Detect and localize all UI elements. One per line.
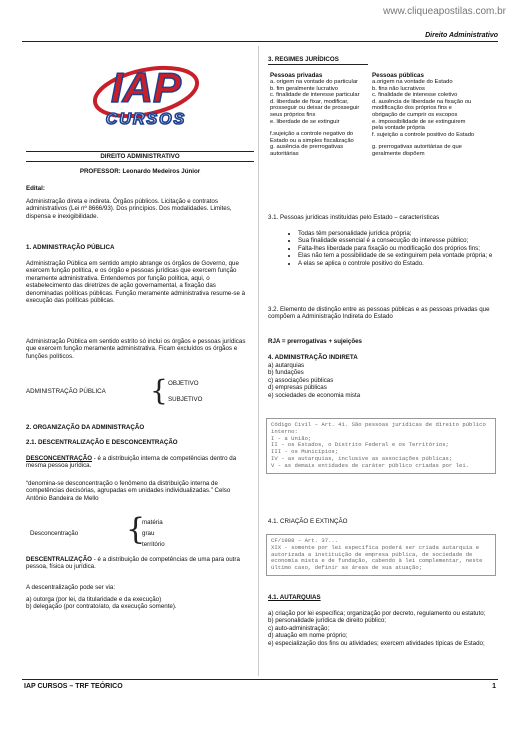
list-item: • Todas têm personalidade jurídica própria; xyxy=(298,230,510,237)
list-item: d. liberdade de fixar, modificar, prosseguir ou deixar de prosseguir seus próprios fins xyxy=(270,98,360,118)
section-4-list xyxy=(268,362,360,399)
list-item: a) autarquias xyxy=(268,362,305,369)
logo-sub-text: CURSOS xyxy=(105,111,187,128)
edital-label: Edital: xyxy=(26,185,45,192)
ap-diagram-item-subjetivo: SUBJETIVO xyxy=(168,396,203,403)
descentralizacao-def xyxy=(26,556,252,571)
desconcentracao-text: - é a distribuição interna de competências dentro da mesma pessoa jurídica. xyxy=(26,455,237,470)
section-3-1-bullets xyxy=(280,230,510,267)
descentralizacao-list xyxy=(26,596,252,611)
desc-diagram-label: Desconcentração xyxy=(30,530,79,537)
ap-diagram-item-objetivo: OBJETIVO xyxy=(168,380,199,387)
list-item: d. ausência de liberdade na fixação ou modificação dos próprios fins e obrigação de cumprir os escopos xyxy=(372,98,472,118)
desc-diagram-item-territorio: território xyxy=(142,541,165,548)
logo-main-text: IAP xyxy=(110,64,182,111)
box-line: CF/1988 – Art. 37... xyxy=(271,537,339,544)
list-item: g. prerrogativas autoritárias de que geralmente dispõem xyxy=(372,144,462,157)
box-line: Código Civil – Art. 41. São pessoas jurídicas de direito público interno: xyxy=(271,421,486,435)
section-4-title: 4. ADMINISTRAÇÃO INDIRETA xyxy=(268,354,358,361)
section-2-1-title: 2.1. DESCENTRALIZAÇÃO E DESCONCENTRAÇÃO xyxy=(26,439,178,446)
list-item: e) especialização dos fins ou atividades; exercem atividades típicas de Estado; xyxy=(268,639,485,647)
list-item: a) outorga (por lei, da titularidade e da execução) xyxy=(26,596,162,603)
footer-rule xyxy=(22,679,498,680)
list-item: c) associações públicas xyxy=(268,376,334,384)
pessoas-privadas-header: Pessoas privadas xyxy=(270,72,323,79)
list-item: f. sujeição a controle positivo do Estado xyxy=(372,131,475,138)
footer-label: IAP CURSOS – TRF TEÓRICO xyxy=(24,683,123,690)
list-item: • A elas se aplica o controle positivo do Estado. xyxy=(298,260,510,267)
bandeira-quote: “denomina-se desconcentração o fenômeno da distribuição interna de competências decisórias, agrupadas em unidades individualizadas.” Celso Antônio Bandeira de Mello xyxy=(26,480,231,502)
list-item: • Falta-lhes liberdade para fixação ou modificação dos próprios fins; xyxy=(298,245,510,252)
list-item: d) atuação em nome próprio; xyxy=(268,632,348,640)
descentralizacao-term: DESCENTRALIZAÇÃO xyxy=(26,556,92,563)
list-item: e. liberdade de se extinguir xyxy=(270,118,340,125)
list-item: • Sua finalidade essencial é a consecução do interesse público; xyxy=(298,237,510,244)
site-url[interactable]: www.cliqueapostilas.com.br xyxy=(383,6,506,17)
list-item: b. fim geralmente lucrativo xyxy=(270,85,338,92)
running-head: Direito Administrativo xyxy=(425,32,498,39)
box-line: V - as demais entidades de caráter público criadas por lei. xyxy=(271,461,470,469)
list-item: a.origem na vontade do Estado xyxy=(372,79,453,85)
autarquias-list xyxy=(268,610,494,647)
list-item: d) empresas públicas xyxy=(268,384,327,392)
page-number: 1 xyxy=(492,683,496,690)
descentralizacao-text: - é a distribuição de competências de uma para outra pessoa, física ou jurídica. xyxy=(26,556,240,571)
list-item: b. fins não lucrativos xyxy=(372,85,425,92)
pessoas-privadas-list xyxy=(270,79,366,158)
box-line: XIX - somente por lei específica poderá ser criada autarquia e autorizada a instituição de empresa pública, de sociedade de economia mista e de fundação, cabendo à lei complementar, neste último caso, definir as áreas de sua atuação; xyxy=(271,543,483,572)
list-item: b) delegação (por contrato/ato, da execução somente). xyxy=(26,603,177,611)
list-item: c. finalidade de interesse particular xyxy=(270,92,360,99)
desconcentracao-def xyxy=(26,455,252,470)
list-item: c) auto-administração; xyxy=(268,624,330,632)
cf1988-box xyxy=(266,534,496,576)
box-line: III - os Municípios; xyxy=(271,448,339,456)
desc-diagram-item-grau: grau xyxy=(142,530,155,537)
ap-diagram-brace: { xyxy=(150,374,168,407)
ap-diagram-label: ADMINISTRAÇÃO PÚBLICA xyxy=(26,388,106,395)
box-line: II - os Estados, o Distrito Federal e os Territórios; xyxy=(271,441,449,449)
pessoas-publicas-list xyxy=(372,79,476,158)
section-1-title: 1. ADMINISTRAÇÃO PÚBLICA xyxy=(26,244,115,251)
section-3-title: 3. REGIMES JURÍDICOS xyxy=(268,56,339,63)
list-item: f.sujeição a controle negativo do Estado ou a simples fiscalização xyxy=(270,131,354,144)
list-item: c. finalidade de interesse coletivo xyxy=(372,92,458,99)
box-line: I - a União; xyxy=(271,434,312,442)
list-item: e) sociedades de economia mista xyxy=(268,391,361,399)
section-1-paragraph-2: Administração Pública em sentido estrito só inclui os órgãos e pessoas jurídicas que exercem função meramente administrativa. Ficam excluídos os órgãos e funções políticos. xyxy=(26,338,246,360)
desconcentracao-term: DESCONCENTRAÇÃO xyxy=(26,455,93,462)
box-line: IV - as autarquias, inclusive as associações públicas; xyxy=(271,454,453,462)
list-item: a. origem na vontade do particular xyxy=(270,79,358,85)
section-4-1-title: 4.1. CRIAÇÃO E EXTINÇÃO xyxy=(268,518,348,525)
section-3-2: 3.2. Elemento de distinção entre as pessoas públicas e as pessoas privadas que compõem a Administração Indireta do Estado xyxy=(268,306,490,321)
professor-line: PROFESSOR: Leonardo Medeiros Júnior xyxy=(79,168,201,175)
descentralizacao-via: A descentralização pode ser via: xyxy=(26,584,116,591)
edital-text: Administração direta e indireta. Órgãos públicos. Licitação e contratos administrativos (Lei nº 8666/93). Dos princípios. Dos modalidades. Limites, dispensa e inexigibilidade. xyxy=(26,198,232,220)
list-item: g. ausência de prerrogativas autoritárias xyxy=(270,144,344,157)
column-separator xyxy=(258,46,259,676)
iap-cursos-logo xyxy=(90,52,202,144)
rja-formula: RJA = prerrogativas + sujeições xyxy=(268,338,363,345)
codigo-civil-box xyxy=(266,418,496,474)
desc-diagram-brace: { xyxy=(126,512,146,547)
section-1-paragraph-1: Administração Pública em sentido amplo abrange os órgãos de Governo, que exercem função política, e os órgão e pessoas jurídicas que exercem função meramente administrativa. Entendemos por função política, aqui, o estabelecimento das diretrizes de ação governamental, a fixação das denominadas políticas públicas. Função meramente administrativa resume-se à execução das políticas públicas. xyxy=(26,260,246,305)
list-item: a) criação por lei específica; organização por decreto, regulamento ou estatuto; xyxy=(268,610,486,617)
pessoas-publicas-header: Pessoas públicas xyxy=(372,72,424,79)
section-4-1-autarquias-title: 4.1. AUTARQUIAS xyxy=(268,594,321,601)
section-3-1-intro: 3.1. Pessoas jurídicas instituídas pelo Estado – características xyxy=(268,214,440,221)
section-2-title: 2. ORGANIZAÇÃO DA ADMINISTRAÇÃO xyxy=(26,424,145,431)
list-item: b) fundações xyxy=(268,369,304,377)
logo-graphic xyxy=(90,52,202,144)
section-3-rule xyxy=(268,64,368,65)
list-item: • Elas não tem a possibilidade de se extinguirem pela vontade própria; e xyxy=(298,252,510,259)
desc-diagram-item-materia: matéria xyxy=(142,519,163,526)
header-rule xyxy=(22,41,498,42)
list-item: b) personalidade jurídica de direito público; xyxy=(268,617,386,625)
doc-title: DIREITO ADMINISTRATIVO xyxy=(26,151,254,162)
list-item: e. impossibilidade de se extinguirem pela vontade própria xyxy=(372,118,466,132)
